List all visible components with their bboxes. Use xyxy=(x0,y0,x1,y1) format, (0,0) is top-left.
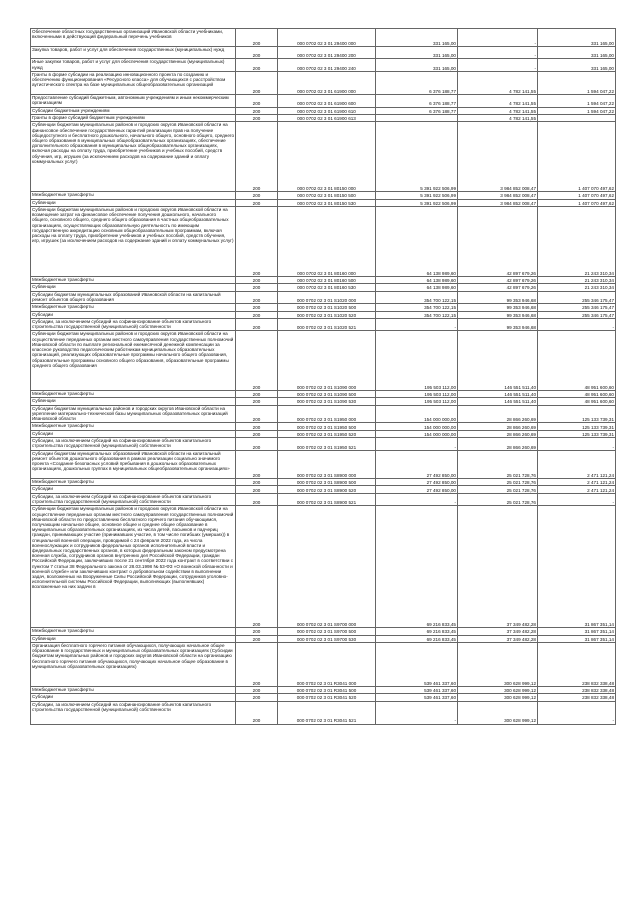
row-approved-amount: - xyxy=(376,701,458,724)
row-unexecuted-amount: 238 832 338,48 xyxy=(538,686,616,693)
row-executed-amount: 300 628 999,12 xyxy=(458,642,538,686)
row-unexecuted-amount: 125 133 739,31 xyxy=(538,423,616,430)
row-description: Субвенции xyxy=(31,199,236,206)
row-description: Субсидии, за исключением субсидий на софинансирование объектов капитального строительства государственной (муниципальной) собственности xyxy=(31,318,236,331)
table-row xyxy=(31,29,616,47)
row-approved-amount: 354 700 122,15 xyxy=(376,291,458,304)
row-unexecuted-amount: 125 133 739,31 xyxy=(538,430,616,437)
row-unexecuted-amount: 31 867 351,14 xyxy=(538,628,616,635)
row-unexecuted-amount: 331 165,00 xyxy=(538,59,616,72)
row-line-code: 200 xyxy=(236,423,278,430)
row-executed-amount: 146 551 511,40 xyxy=(458,398,538,405)
row-approved-amount: 539 461 337,60 xyxy=(376,642,458,686)
row-budget-code: 000 0702 02 3 01 80160 530 xyxy=(278,284,376,291)
row-line-code: 200 xyxy=(236,284,278,291)
row-executed-amount: 99 353 946,68 xyxy=(458,304,538,311)
row-executed-amount: 146 551 511,40 xyxy=(458,331,538,390)
row-approved-amount: 331 165,00 xyxy=(376,46,458,59)
row-budget-code: 000 0702 02 3 01 S8900 521 xyxy=(278,493,376,506)
row-unexecuted-amount: - xyxy=(538,493,616,506)
row-line-code: 200 xyxy=(236,438,278,451)
row-budget-code: 000 0702 02 3 01 S1020 000 xyxy=(278,291,376,304)
row-budget-code: 000 0702 02 3 01 S1090 500 xyxy=(278,390,376,397)
row-approved-amount: 27 492 850,00 xyxy=(376,479,458,486)
row-description: Межбюджетные трансферты xyxy=(31,390,236,397)
row-executed-amount: 28 866 260,69 xyxy=(458,430,538,437)
row-budget-code: 000 0702 02 3 01 S1020 500 xyxy=(278,304,376,311)
row-executed-amount: - xyxy=(458,46,538,59)
row-line-code: 200 xyxy=(236,291,278,304)
row-executed-amount: 28 866 260,69 xyxy=(458,405,538,423)
row-approved-amount: 154 000 000,00 xyxy=(376,405,458,423)
table-row xyxy=(31,331,616,390)
table-row xyxy=(31,122,616,192)
table-row xyxy=(31,276,616,283)
row-executed-amount: 42 897 679,26 xyxy=(458,284,538,291)
row-line-code: 200 xyxy=(236,318,278,331)
row-executed-amount: 25 021 728,76 xyxy=(458,486,538,493)
row-budget-code: 000 0702 02 3 01 29400 000 xyxy=(278,29,376,47)
row-approved-amount: 195 503 112,00 xyxy=(376,390,458,397)
table-row xyxy=(31,628,616,635)
row-description: Субсидии бюджетным учреждениям xyxy=(31,107,236,114)
row-description: Субвенции бюджетам муниципальных районов и городских округов Ивановской области на возмещение затрат на финансовое обеспечение получения дошкольного, начального общего, основного общего, среднего общего образования в частных общеобразовательных организациях, осуществляющих образовательную деятельность по имеющим государственную аккредитацию основным общеобразовательным программам, включая расходы на оплату труда, приобретение учебников и учебных пособий, средств обучения, игр, игрушек (за исключением расходов на содержание зданий и оплату коммунальных услуг) xyxy=(31,206,236,276)
row-unexecuted-amount: 255 346 175,47 xyxy=(538,311,616,318)
row-unexecuted-amount: 21 243 310,34 xyxy=(538,206,616,276)
table-row xyxy=(31,199,616,206)
table-row xyxy=(31,438,616,451)
row-executed-amount: 37 349 482,28 xyxy=(458,628,538,635)
row-line-code: 200 xyxy=(236,405,278,423)
table-row xyxy=(31,311,616,318)
table-row xyxy=(31,405,616,423)
row-description: Межбюджетные трансферты xyxy=(31,628,236,635)
row-description: Субсидии, за исключением субсидий на софинансирование объектов капитального строительства государственной (муниципальной) собственности xyxy=(31,493,236,506)
row-approved-amount: - xyxy=(376,318,458,331)
row-approved-amount: 69 216 833,45 xyxy=(376,506,458,628)
row-line-code: 200 xyxy=(236,107,278,114)
row-description: Субвенции xyxy=(31,635,236,642)
table-row xyxy=(31,192,616,199)
row-description: Предоставление субсидий бюджетным, автономным учреждениям и иным некоммерческим организациям xyxy=(31,94,236,107)
table-row xyxy=(31,398,616,405)
table-row xyxy=(31,701,616,724)
row-executed-amount: 300 628 999,12 xyxy=(458,701,538,724)
row-line-code: 200 xyxy=(236,628,278,635)
row-executed-amount: 4 782 141,55 xyxy=(458,94,538,107)
row-approved-amount: 539 461 337,60 xyxy=(376,686,458,693)
row-budget-code: 000 0702 02 3 01 R3041 521 xyxy=(278,701,376,724)
row-executed-amount: 99 353 946,68 xyxy=(458,291,538,304)
table-row xyxy=(31,206,616,276)
table-row xyxy=(31,635,616,642)
row-line-code: 200 xyxy=(236,71,278,94)
row-approved-amount: 64 138 989,60 xyxy=(376,276,458,283)
row-line-code: 200 xyxy=(236,304,278,311)
row-executed-amount: 28 866 260,69 xyxy=(458,423,538,430)
table-row xyxy=(31,506,616,628)
row-executed-amount: 3 984 852 008,47 xyxy=(458,192,538,199)
row-executed-amount: 4 782 141,55 xyxy=(458,71,538,94)
row-approved-amount: 5 391 922 506,99 xyxy=(376,122,458,192)
row-line-code: 200 xyxy=(236,506,278,628)
table-row xyxy=(31,486,616,493)
row-description: Межбюджетные трансферты xyxy=(31,192,236,199)
row-description: Субсидии xyxy=(31,486,236,493)
row-budget-code: 000 0702 02 3 01 S9700 000 xyxy=(278,506,376,628)
row-approved-amount: 6 376 188,77 xyxy=(376,71,458,94)
table-row xyxy=(31,71,616,94)
row-description: Организация бесплатного горячего питания обучающихся, получающих начальное общее образование в государственных и муниципальных образовательных организациях (Субсидии бюджетам муниципальных районов и городских округов Ивановской области на организацию бесплатного горячего питания обучающихся, получающих начальное общее образование в муниципальных образовательных организациях) xyxy=(31,642,236,686)
row-approved-amount: 64 138 989,60 xyxy=(376,206,458,276)
row-line-code: 200 xyxy=(236,479,278,486)
row-budget-code: 000 0702 02 3 01 80150 000 xyxy=(278,122,376,192)
row-executed-amount: - xyxy=(458,59,538,72)
row-line-code: 200 xyxy=(236,29,278,47)
row-unexecuted-amount: 1 594 047,22 xyxy=(538,107,616,114)
table-row xyxy=(31,493,616,506)
row-approved-amount: 64 138 989,60 xyxy=(376,284,458,291)
row-approved-amount: 69 216 833,45 xyxy=(376,628,458,635)
row-line-code: 200 xyxy=(236,94,278,107)
row-unexecuted-amount: 31 867 351,14 xyxy=(538,635,616,642)
row-unexecuted-amount: 48 951 600,60 xyxy=(538,331,616,390)
row-unexecuted-amount: 31 867 351,14 xyxy=(538,506,616,628)
table-row xyxy=(31,479,616,486)
row-unexecuted-amount: 1 407 070 497,62 xyxy=(538,199,616,206)
table-row xyxy=(31,59,616,72)
row-description: Межбюджетные трансферты xyxy=(31,686,236,693)
row-approved-amount: - xyxy=(376,438,458,451)
table-row xyxy=(31,390,616,397)
row-executed-amount: 3 984 852 008,47 xyxy=(458,199,538,206)
row-executed-amount: 146 551 511,40 xyxy=(458,390,538,397)
row-line-code: 200 xyxy=(236,398,278,405)
row-description: Субвенции бюджетам муниципальных районов и городских округов Ивановской области на финансовое обеспечение государственных гарантий реализации прав на получение общедоступного и бесплатного дошкольного, начального общего, основного общего, среднего общего образования в муниципальных общеобразовательных организациях, обеспечение дополнительного образования в муниципальных общеобразовательных организациях, включая расходы на оплату труда, приобретение учебников и учебных пособий, средств обучения, игр, игрушек (за исключением расходов на содержание зданий и оплату коммунальных услуг) xyxy=(31,122,236,192)
row-line-code: 200 xyxy=(236,450,278,478)
row-budget-code: 000 0702 02 3 01 S1090 530 xyxy=(278,398,376,405)
row-approved-amount: 6 376 188,77 xyxy=(376,107,458,114)
row-executed-amount: 4 782 141,55 xyxy=(458,107,538,114)
row-description: Субсидии бюджетам муниципальных образований Ивановской области на капитальный ремонт объектов дошкольного образования в рамках реализации социально значимого проекта «Создание безопасных условий пребывания в дошкольных образовательных организациях, дошкольных группах в муниципальных общеобразовательных организациях» xyxy=(31,450,236,478)
row-budget-code: 000 0702 02 3 01 80150 530 xyxy=(278,199,376,206)
row-unexecuted-amount xyxy=(538,114,616,121)
row-description: Гранты в форме субсидий бюджетным учреждениям xyxy=(31,114,236,121)
row-unexecuted-amount: 1 407 070 497,62 xyxy=(538,192,616,199)
row-budget-code: 000 0702 02 3 01 S1950 500 xyxy=(278,423,376,430)
table-row xyxy=(31,318,616,331)
row-line-code: 200 xyxy=(236,642,278,686)
row-description: Субсидии, за исключением субсидий на софинансирование объектов капитального строительства государственной (муниципальной) собственности xyxy=(31,438,236,451)
row-budget-code: 000 0702 02 3 01 61900 000 xyxy=(278,71,376,94)
row-description: Гранты в форме субсидии на реализацию инновационного проекта по созданию и обеспечению функционирования «Ресурсного класса» для обучающихся с расстройством аутистического спектра на базе муниципальных общеобразовательных организаций xyxy=(31,71,236,94)
row-description: Субсидии бюджетам муниципальных образований Ивановской области на капитальный ремонт объектов общего образования xyxy=(31,291,236,304)
row-budget-code: 000 0702 02 3 01 S8900 500 xyxy=(278,479,376,486)
row-budget-code: 000 0702 02 3 01 S1950 520 xyxy=(278,430,376,437)
row-unexecuted-amount: 21 243 310,34 xyxy=(538,284,616,291)
row-unexecuted-amount: 125 133 739,31 xyxy=(538,405,616,423)
row-executed-amount: 3 984 852 008,47 xyxy=(458,122,538,192)
budget-table-page xyxy=(30,28,615,725)
row-unexecuted-amount: 331 165,00 xyxy=(538,46,616,59)
row-budget-code: 000 0702 02 3 01 S8900 520 xyxy=(278,486,376,493)
row-budget-code: 000 0702 02 3 01 R3041 500 xyxy=(278,686,376,693)
row-line-code: 200 xyxy=(236,493,278,506)
row-executed-amount: 25 021 728,76 xyxy=(458,450,538,478)
row-approved-amount: 6 376 188,77 xyxy=(376,94,458,107)
row-budget-code: 000 0702 02 3 01 S8900 000 xyxy=(278,450,376,478)
row-approved-amount: 27 492 850,00 xyxy=(376,486,458,493)
row-unexecuted-amount: 21 243 310,34 xyxy=(538,276,616,283)
row-approved-amount: 27 492 850,00 xyxy=(376,450,458,478)
row-unexecuted-amount: 2 471 121,24 xyxy=(538,479,616,486)
row-line-code: 200 xyxy=(236,114,278,121)
row-description: Межбюджетные трансферты xyxy=(31,304,236,311)
row-budget-code: 000 0702 02 3 01 80160 000 xyxy=(278,206,376,276)
table-row xyxy=(31,291,616,304)
row-approved-amount: 154 000 000,00 xyxy=(376,430,458,437)
row-unexecuted-amount: - xyxy=(538,318,616,331)
row-approved-amount: 354 700 122,15 xyxy=(376,311,458,318)
row-unexecuted-amount: - xyxy=(538,701,616,724)
row-description: Субвенции бюджетам муниципальных районов и городских округов Ивановской области на осуществление переданных органам местного самоуправления государственных полномочий Ивановской области по предоставлению бесплатного горячего питания обучающимся, получающим начальное общее, основное общее и среднее общее образование в муниципальных образовательных организациях, из числа детей, пасынков и падчериц граждан, принимающих участие (принимавших участие, в том числе погибших (умерших)) в специальной военной операции, проводимой с 24 февраля 2022 года, из числа военнослужащих и сотрудников федеральных органов исполнительной власти и федеральных государственных органов, в которых федеральным законом предусмотрена военная служба, сотрудников органов внутренних дел Российской Федерации, граждан Российской Федерации, заключивших после 21 сентября 2022 года контракт в соответствии с пунктом 7 статьи 38 Федерального закона от 28.03.1998 № 53-ФЗ «О воинской обязанности и военной службе» или заключивших контракт о добровольном содействии в выполнении задач, возложенных на Вооруженные Силы Российской Федерации, сотрудников уголовно-исполнительной системы Российской Федерации, выполняющих (выполнявших) возложенные на них задачи в xyxy=(31,506,236,628)
row-approved-amount: 5 391 922 506,99 xyxy=(376,199,458,206)
row-unexecuted-amount: 2 471 121,24 xyxy=(538,486,616,493)
row-unexecuted-amount: 238 832 338,48 xyxy=(538,642,616,686)
row-executed-amount: 99 353 946,68 xyxy=(458,311,538,318)
row-budget-code: 000 0702 02 3 01 S9700 500 xyxy=(278,628,376,635)
row-line-code: 200 xyxy=(236,199,278,206)
table-row xyxy=(31,686,616,693)
row-budget-code: 000 0702 02 3 01 61900 610 xyxy=(278,107,376,114)
row-approved-amount: 539 461 337,60 xyxy=(376,694,458,701)
row-budget-code: 000 0702 02 3 01 61900 600 xyxy=(278,94,376,107)
row-description: Субсидии, за исключением субсидий на софинансирование объектов капитального строительства государственной (муниципальной) собственности xyxy=(31,701,236,724)
row-budget-code: 000 0702 02 3 01 80160 500 xyxy=(278,276,376,283)
row-unexecuted-amount: 1 594 047,22 xyxy=(538,71,616,94)
row-line-code: 200 xyxy=(236,276,278,283)
table-row xyxy=(31,450,616,478)
table-row xyxy=(31,94,616,107)
table-row xyxy=(31,423,616,430)
row-approved-amount: 5 391 922 506,99 xyxy=(376,192,458,199)
row-executed-amount: 28 866 260,69 xyxy=(458,438,538,451)
row-executed-amount: - xyxy=(458,29,538,47)
row-approved-amount: 354 700 122,15 xyxy=(376,304,458,311)
row-approved-amount: - xyxy=(376,493,458,506)
row-executed-amount: 4 782 141,55 xyxy=(458,114,538,121)
row-description: Субсидии бюджетам муниципальных районов и городских округов Ивановской области на укрепление материально-технической базы муниципальных образовательных организаций Ивановской области xyxy=(31,405,236,423)
row-line-code: 200 xyxy=(236,635,278,642)
row-line-code: 200 xyxy=(236,59,278,72)
table-row xyxy=(31,642,616,686)
row-description: Межбюджетные трансферты xyxy=(31,276,236,283)
row-executed-amount: 99 353 946,68 xyxy=(458,318,538,331)
row-budget-code: 000 0702 02 3 01 80150 500 xyxy=(278,192,376,199)
table-row xyxy=(31,284,616,291)
row-description: Субсидии xyxy=(31,430,236,437)
row-approved-amount: 154 000 000,00 xyxy=(376,423,458,430)
row-line-code: 200 xyxy=(236,686,278,693)
row-line-code: 200 xyxy=(236,331,278,390)
row-executed-amount: 25 021 728,76 xyxy=(458,493,538,506)
table-row xyxy=(31,114,616,121)
row-line-code: 200 xyxy=(236,430,278,437)
row-budget-code: 000 0702 02 3 01 R3041 000 xyxy=(278,642,376,686)
row-unexecuted-amount: 48 951 600,60 xyxy=(538,398,616,405)
row-unexecuted-amount: 1 407 070 497,62 xyxy=(538,122,616,192)
row-description: Закупка товаров, работ и услуг для обеспечения государственных (муниципальных) нужд xyxy=(31,46,236,59)
row-approved-amount: 195 503 112,00 xyxy=(376,398,458,405)
table-row xyxy=(31,430,616,437)
row-line-code: 200 xyxy=(236,701,278,724)
row-executed-amount: 42 897 679,26 xyxy=(458,206,538,276)
row-budget-code: 000 0702 02 3 01 29400 240 xyxy=(278,59,376,72)
row-executed-amount: 42 897 679,26 xyxy=(458,276,538,283)
row-approved-amount xyxy=(376,114,458,121)
row-description: Иные закупки товаров, работ и услуг для обеспечения государственных (муниципальных) нужд xyxy=(31,59,236,72)
budget-table xyxy=(30,28,616,725)
row-unexecuted-amount: 255 346 175,47 xyxy=(538,291,616,304)
table-row xyxy=(31,46,616,59)
row-description: Субсидии xyxy=(31,311,236,318)
row-executed-amount: 300 628 999,12 xyxy=(458,686,538,693)
row-budget-code: 000 0702 02 3 01 S9700 530 xyxy=(278,635,376,642)
row-description: Субсидии xyxy=(31,694,236,701)
row-executed-amount: 300 628 999,12 xyxy=(458,694,538,701)
row-line-code: 200 xyxy=(236,486,278,493)
row-budget-code: 000 0702 02 3 01 S1020 521 xyxy=(278,318,376,331)
row-line-code: 200 xyxy=(236,390,278,397)
row-budget-code: 000 0702 02 3 01 61900 613 xyxy=(278,114,376,121)
row-executed-amount: 37 349 482,28 xyxy=(458,635,538,642)
row-description: Субвенции бюджетам муниципальных районов и городских округов Ивановской области на осуществление переданных органам местного самоуправления государственных полномочий Ивановской области по выплате региональной ежемесячной денежной компенсации за классное руководство педагогическим работникам муниципальных образовательных организаций, реализующих образовательные программы начального общего образования, образовательные программы основного общего образования, образовательные программы среднего общего образования xyxy=(31,331,236,390)
row-budget-code: 000 0702 02 3 01 S1950 000 xyxy=(278,405,376,423)
row-budget-code: 000 0702 02 3 01 R3041 520 xyxy=(278,694,376,701)
row-description: Межбюджетные трансферты xyxy=(31,479,236,486)
row-unexecuted-amount: 255 346 175,47 xyxy=(538,304,616,311)
row-unexecuted-amount: 48 951 600,60 xyxy=(538,390,616,397)
row-budget-code: 000 0702 02 3 01 S1020 520 xyxy=(278,311,376,318)
row-approved-amount: 331 165,00 xyxy=(376,59,458,72)
row-line-code: 200 xyxy=(236,694,278,701)
row-line-code: 200 xyxy=(236,122,278,192)
budget-table-body xyxy=(31,29,616,725)
row-line-code: 200 xyxy=(236,206,278,276)
row-unexecuted-amount: - xyxy=(538,438,616,451)
row-unexecuted-amount: 238 832 338,48 xyxy=(538,694,616,701)
row-budget-code: 000 0702 02 3 01 29400 200 xyxy=(278,46,376,59)
row-description: Обеспечение областных государственных организаций Ивановской области учебниками, включенными в действующий федеральный перечень учебников xyxy=(31,29,236,47)
row-line-code: 200 xyxy=(236,311,278,318)
table-row xyxy=(31,107,616,114)
row-budget-code: 000 0702 02 3 01 S1090 000 xyxy=(278,331,376,390)
row-unexecuted-amount: 2 471 121,24 xyxy=(538,450,616,478)
table-row xyxy=(31,304,616,311)
row-line-code: 200 xyxy=(236,192,278,199)
row-approved-amount: 331 165,00 xyxy=(376,29,458,47)
row-executed-amount: 25 021 728,76 xyxy=(458,479,538,486)
row-description: Субвенции xyxy=(31,284,236,291)
row-approved-amount: 195 503 112,00 xyxy=(376,331,458,390)
row-description: Межбюджетные трансферты xyxy=(31,423,236,430)
row-budget-code: 000 0702 02 3 01 S1950 521 xyxy=(278,438,376,451)
row-unexecuted-amount: 1 594 047,22 xyxy=(538,94,616,107)
row-unexecuted-amount: 331 165,00 xyxy=(538,29,616,47)
row-line-code: 200 xyxy=(236,46,278,59)
table-row xyxy=(31,694,616,701)
row-executed-amount: 37 349 482,28 xyxy=(458,506,538,628)
row-approved-amount: 69 216 833,45 xyxy=(376,635,458,642)
row-description: Субвенции xyxy=(31,398,236,405)
